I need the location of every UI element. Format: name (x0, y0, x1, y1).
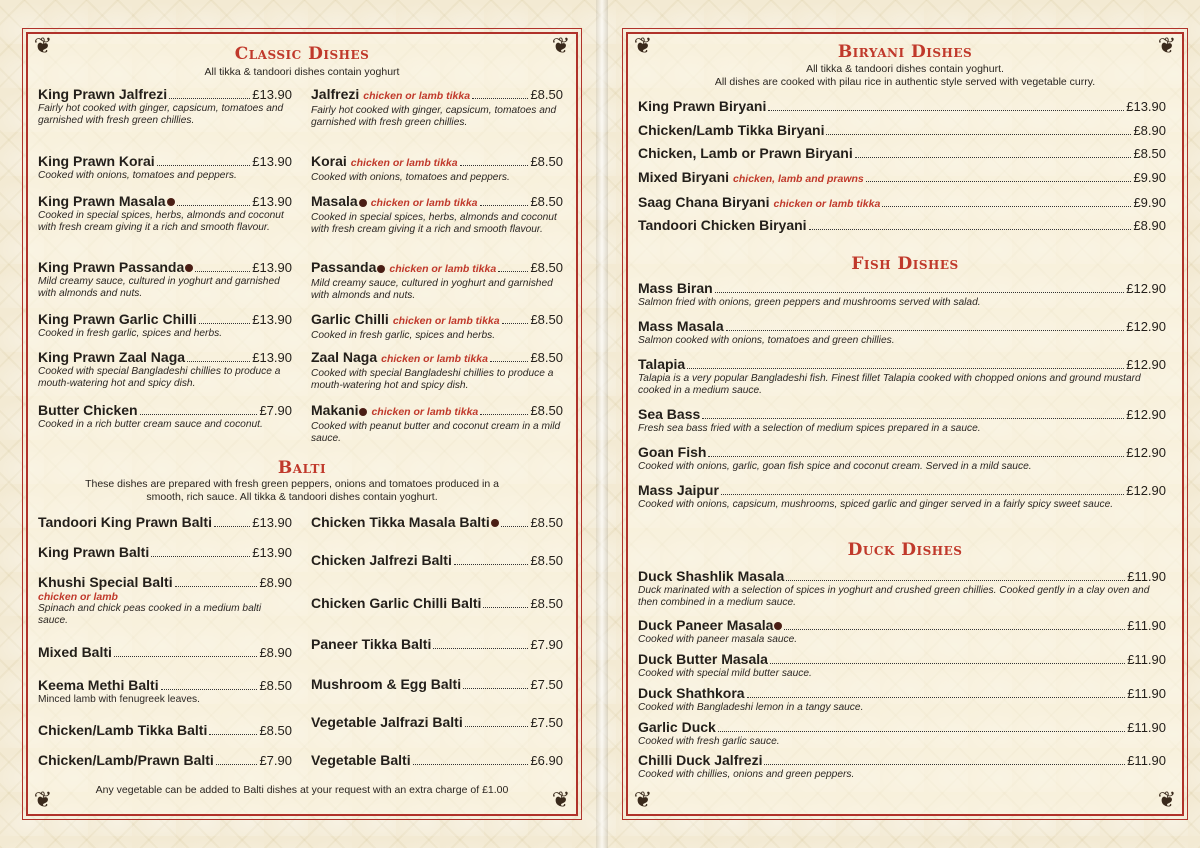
dish-name: Duck Shathkora (638, 685, 745, 701)
dish-price: £8.50 (530, 553, 563, 568)
dish-description: Cooked in a rich butter cream sauce and coconut. (38, 419, 263, 430)
leader-dots (140, 413, 258, 415)
chilli-icon (377, 265, 385, 273)
dish-price: £8.50 (530, 194, 563, 209)
menu-item-sea-bass (638, 406, 1166, 435)
menu-item-name-line (638, 280, 1166, 297)
chilli-icon (774, 622, 782, 630)
menu-item-king-prawn-jalfrezi (38, 86, 292, 127)
dish-description: Duck marinated with a selection of spices in yoghurt and crushed green chillies. Cooked gently in a clay oven and then combined in a medium sauce. (638, 585, 1150, 608)
dish-description: Mild creamy sauce, cultured in yoghurt and garnished with almonds and nuts. (311, 278, 553, 301)
dish-price: £13.90 (252, 260, 292, 275)
dish-name: Vegetable Balti (311, 752, 411, 768)
menu-item-name-line (638, 444, 1166, 461)
dish-price: £13.90 (252, 154, 292, 169)
menu-item-chicken-lamb-tikka-balti (38, 722, 292, 739)
menu-item-king-prawn-korai (38, 153, 292, 182)
dish-description: Cooked with onions, capsicum, mushrooms, spiced garlic and ginger served in a fairly spicy sweet sauce. (638, 499, 1114, 510)
balti-note (48, 478, 536, 504)
dish-price: £8.50 (530, 87, 563, 102)
dish-name: Chicken Garlic Chilli Balti (311, 595, 482, 611)
menu-item-talapia (638, 356, 1166, 397)
dish-price: £6.90 (530, 753, 563, 768)
dish-name: King Prawn Korai (38, 153, 155, 169)
dish-description: Salmon cooked with onions, tomatoes and green chillies. (638, 335, 895, 346)
dish-name: Mixed Balti (38, 644, 112, 660)
dish-price: £8.90 (1133, 123, 1166, 138)
dish-price: £13.90 (252, 515, 292, 530)
dish-description: Mild creamy sauce, cultured in yoghurt and garnished with almonds and nuts. (38, 276, 280, 299)
corner-ornament-icon: ❦ (1157, 34, 1177, 59)
dish-description: Spinach and chick peas cooked in a medium balti sauce. (38, 603, 262, 626)
menu-item-name-line (638, 568, 1166, 585)
dish-price: £11.90 (1127, 618, 1166, 633)
menu-item-king-prawn-masala (38, 193, 292, 234)
chilli-icon (167, 198, 175, 206)
leader-dots (786, 579, 1125, 581)
dish-price: £9.90 (1133, 195, 1166, 210)
dish-price: £12.90 (1126, 281, 1166, 296)
dish-name: Chicken/Lamb Tikka Balti (38, 722, 208, 738)
dish-description: Cooked with onions, tomatoes and peppers. (38, 170, 237, 181)
leader-dots (460, 164, 529, 166)
dish-description: Cooked with paneer masala sauce. (638, 634, 798, 645)
menu-item-garlic-duck (638, 719, 1166, 748)
menu-item-garlic-chilli (311, 311, 563, 342)
dish-price: £8.50 (259, 723, 292, 738)
menu-item-name-line (38, 544, 292, 561)
dish-name: King Prawn Masala (38, 193, 166, 209)
menu-item-chicken-lamb-tikka-biryani (638, 122, 1166, 139)
dish-name: Zaal Naga (311, 349, 378, 365)
dish-name: Duck Paneer Masala (638, 617, 774, 633)
dish-price: £8.50 (530, 312, 563, 327)
leader-dots (114, 655, 258, 657)
leader-dots (454, 563, 529, 565)
menu-item-name-line (638, 194, 1166, 213)
menu-item-king-prawn-zaal-naga (38, 349, 292, 390)
menu-item-jalfrezi (311, 86, 563, 129)
leader-dots (718, 730, 1125, 732)
dish-option: chicken or lamb tikka (350, 157, 458, 169)
dish-price: £7.50 (530, 677, 563, 692)
dish-option: chicken or lamb tikka (370, 197, 478, 209)
dish-name: Tandoori King Prawn Balti (38, 514, 212, 530)
menu-item-duck-shathkora (638, 685, 1166, 714)
leader-dots (809, 228, 1132, 230)
corner-ornament-icon: ❦ (33, 34, 53, 59)
menu-item-tandoori-chicken-biryani (638, 217, 1166, 234)
menu-item-name-line (38, 677, 292, 694)
dish-description: Talapia is a very popular Bangladeshi fish. Finest fillet Talapia cooked with chopped onions and ground mustard cooked in a medium sauce. (638, 373, 1141, 396)
dish-name: Chicken, Lamb or Prawn Biryani (638, 145, 853, 161)
dish-name: Masala (311, 193, 358, 209)
dish-price: £13.90 (252, 545, 292, 560)
leader-dots (687, 367, 1124, 369)
leader-dots (882, 205, 1131, 207)
dish-name: King Prawn Zaal Naga (38, 349, 186, 365)
dish-description: Cooked with onions, tomatoes and peppers. (311, 172, 510, 183)
dish-name: Saag Chana Biryani (638, 194, 770, 210)
dish-name: Duck Butter Masala (638, 651, 768, 667)
corner-ornament-icon: ❦ (633, 34, 653, 59)
leader-dots (480, 204, 529, 206)
dish-name: Goan Fish (638, 444, 707, 460)
menu-item-name-line (311, 153, 563, 172)
menu-item-vegetable-jalfrazi-balti (311, 714, 563, 731)
menu-item-duck-butter-masala (638, 651, 1166, 680)
dish-price: £7.90 (530, 637, 563, 652)
leader-dots (151, 555, 250, 557)
dish-option: chicken or lamb tikka (773, 198, 881, 210)
dish-name: King Prawn Garlic Chilli (38, 311, 197, 327)
dish-name: Mixed Biryani (638, 169, 730, 185)
menu-item-name-line (311, 595, 563, 612)
dish-description: Cooked in fresh garlic, spices and herbs. (38, 328, 223, 339)
leader-dots (177, 204, 251, 206)
menu-item-name-line (38, 86, 292, 103)
corner-ornament-icon: ❦ (1157, 788, 1177, 813)
leader-dots (161, 688, 258, 690)
duck-title: Duck Dishes (847, 540, 963, 560)
dish-name: Chicken/Lamb Tikka Biryani (638, 122, 825, 138)
menu-item-name-line (38, 752, 292, 769)
menu-item-name-line (638, 617, 1166, 634)
dish-price: £8.50 (530, 350, 563, 365)
dish-price: £11.90 (1127, 652, 1166, 667)
dish-price: £13.90 (252, 350, 292, 365)
leader-dots (209, 733, 257, 735)
menu-item-name-line (38, 574, 292, 591)
dish-option: chicken or lamb tikka (371, 406, 479, 418)
menu-item-name-line (311, 636, 563, 653)
menu-item-mass-masala (638, 318, 1166, 347)
dish-price: £11.90 (1127, 720, 1166, 735)
dish-price: £9.90 (1133, 170, 1166, 185)
biryani-note-line1: All tikka & tandoori dishes contain yoghurt. (806, 63, 1004, 75)
menu-item-name-line (38, 402, 292, 419)
menu-item-name-line (638, 482, 1166, 499)
dish-option: chicken or lamb tikka (381, 353, 488, 365)
dish-price: £13.90 (252, 312, 292, 327)
menu-item-name-line (638, 685, 1166, 702)
menu-item-passanda (311, 259, 563, 302)
dish-name: Tandoori Chicken Biryani (638, 217, 807, 233)
fish-title: Fish Dishes (851, 254, 959, 274)
menu-item-chicken-garlic-chilli-balti (311, 595, 563, 612)
menu-item-name-line (638, 318, 1166, 335)
dish-name: Garlic Chilli (311, 311, 389, 327)
dish-sub-option: chicken or lamb (38, 591, 118, 603)
dish-price: £12.90 (1126, 357, 1166, 372)
menu-item-name-line (38, 153, 292, 170)
menu-item-mixed-balti (38, 644, 292, 661)
corner-ornament-icon: ❦ (33, 788, 53, 813)
dish-price: £8.50 (530, 154, 563, 169)
menu-item-chicken-jalfrezi-balti (311, 552, 563, 569)
leader-dots (715, 291, 1125, 293)
corner-ornament-icon: ❦ (551, 788, 571, 813)
dish-name: Khushi Special Balti (38, 574, 173, 590)
dish-price: £8.90 (259, 645, 292, 660)
leader-dots (826, 133, 1131, 135)
leader-dots (708, 455, 1124, 457)
dish-description: Cooked with chillies, onions and green peppers. (638, 769, 855, 780)
leader-dots (855, 156, 1132, 158)
dish-price: £8.50 (1133, 146, 1166, 161)
menu-item-name-line (38, 193, 292, 210)
dish-price: £8.50 (259, 678, 292, 693)
dish-name: Jalfrezi (311, 86, 360, 102)
leader-dots (490, 360, 529, 362)
dish-name: Chicken Tikka Masala Balti (311, 514, 490, 530)
menu-item-name-line (311, 311, 563, 330)
chilli-icon (359, 408, 367, 416)
menu-item-name-line (38, 644, 292, 661)
menu-item-name-line (311, 259, 563, 278)
dish-name: Butter Chicken (38, 402, 138, 418)
menu-item-tandoori-king-prawn-balti (38, 514, 292, 531)
dish-price: £8.50 (530, 596, 563, 611)
dish-price: £12.90 (1126, 319, 1166, 334)
dish-name: Chicken Jalfrezi Balti (311, 552, 452, 568)
menu-item-name-line (38, 349, 292, 366)
leader-dots (187, 360, 250, 362)
dish-price: £8.90 (1133, 218, 1166, 233)
dish-price: £8.50 (530, 403, 563, 418)
menu-item-mixed-biryani (638, 169, 1166, 188)
leader-dots (747, 696, 1126, 698)
leader-dots (199, 322, 251, 324)
menu-item-name-line (638, 651, 1166, 668)
menu-item-king-prawn-biryani (638, 98, 1166, 115)
dish-price: £12.90 (1126, 407, 1166, 422)
dish-option: chicken or lamb tikka (389, 263, 497, 275)
menu-item-name-line (311, 193, 563, 212)
menu-item-name-line (638, 752, 1166, 769)
biryani-note (628, 63, 1182, 89)
dish-description: Salmon fried with onions, green peppers and mushrooms served with salad. (638, 297, 981, 308)
menu-item-name-line (638, 719, 1166, 736)
balti-footer-note: Any vegetable can be added to Balti dishes at your request with an extra charge of £1.00 (95, 784, 509, 796)
leader-dots (721, 493, 1124, 495)
menu-item-name-line (638, 217, 1166, 234)
dish-description: Cooked in special spices, herbs, almonds and coconut with fresh cream giving it a rich and smooth flavour. (38, 210, 284, 233)
menu-item-mass-jaipur (638, 482, 1166, 511)
leader-dots (463, 687, 528, 689)
leader-dots (726, 329, 1125, 331)
balti-note-line2: smooth, rich sauce. All tikka & tandoori dishes contain yoghurt. (146, 491, 438, 503)
leader-dots (175, 585, 258, 587)
leader-dots (169, 97, 250, 99)
dish-description: Cooked in special spices, herbs, almonds and coconut with fresh cream giving it a rich and smooth flavour. (311, 212, 557, 235)
dish-name: Keema Methi Balti (38, 677, 159, 693)
chilli-icon (491, 519, 499, 527)
menu-item-chicken-lamb-prawn-balti (38, 752, 292, 769)
leader-dots (480, 413, 528, 415)
menu-item-chicken-lamb-or-prawn-biryani (638, 145, 1166, 162)
leader-dots (764, 763, 1125, 765)
corner-ornament-icon: ❦ (551, 34, 571, 59)
dish-description: Cooked with onions, garlic, goan fish spice and coconut cream. Served in a mild sauce. (638, 461, 1032, 472)
dish-price: £8.90 (259, 575, 292, 590)
dish-name: Chicken/Lamb/Prawn Balti (38, 752, 214, 768)
menu-item-name-line (311, 402, 563, 421)
classic-dishes-note: All tikka & tandoori dishes contain yoghurt (204, 66, 400, 78)
menu-item-name-line (38, 722, 292, 739)
menu-item-chicken-tikka-masala-balti (311, 514, 563, 531)
menu-item-mushroom-egg-balti (311, 676, 563, 693)
dish-option: chicken or lamb tikka (392, 315, 500, 327)
dish-description: Fresh sea bass fried with a selection of medium spices prepared in a sauce. (638, 423, 981, 434)
dish-name: Talapia (638, 356, 686, 372)
menu-item-zaal-naga (311, 349, 563, 392)
leader-dots (501, 525, 529, 527)
menu-item-king-prawn-passanda (38, 259, 292, 300)
dish-price: £11.90 (1127, 753, 1166, 768)
menu-item-name-line (311, 676, 563, 693)
dish-price: £13.90 (252, 194, 292, 209)
dish-description: Cooked in fresh garlic, spices and herbs. (311, 330, 496, 341)
leader-dots (195, 270, 250, 272)
dish-option: chicken or lamb tikka (363, 90, 471, 102)
menu-item-name-line (638, 122, 1166, 139)
biryani-title: Biryani Dishes (837, 42, 973, 62)
menu-item-name-line (38, 311, 292, 328)
left-page-panel (26, 32, 578, 816)
dish-description: Fairly hot cooked with ginger, capsicum, tomatoes and garnished with fresh green chillies. (38, 103, 284, 126)
dish-name: Mushroom & Egg Balti (311, 676, 462, 692)
leader-dots (502, 322, 529, 324)
dish-name: Mass Jaipur (638, 482, 719, 498)
leader-dots (157, 164, 251, 166)
dish-name: Garlic Duck (638, 719, 716, 735)
corner-ornament-icon: ❦ (633, 788, 653, 813)
leader-dots (866, 180, 1132, 182)
menu-item-name-line (638, 406, 1166, 423)
dish-price: £11.90 (1127, 686, 1166, 701)
dish-description: Fairly hot cooked with ginger, capsicum, tomatoes and garnished with fresh green chillies. (311, 105, 557, 128)
balti-title: Balti (277, 458, 327, 478)
dish-name: King Prawn Biryani (638, 98, 767, 114)
dish-price: £11.90 (1127, 569, 1166, 584)
menu-item-mass-biran (638, 280, 1166, 309)
menu-item-name-line (311, 552, 563, 569)
balti-note-line1: These dishes are prepared with fresh green peppers, onions and tomatoes produced in a (85, 478, 499, 490)
dish-name: Paneer Tikka Balti (311, 636, 432, 652)
menu-item-chilli-duck-jalfrezi (638, 752, 1166, 781)
menu-item-makani (311, 402, 563, 445)
dish-description: Cooked with special Bangladeshi chillies to produce a mouth-watering hot and spicy dish. (38, 366, 281, 389)
dish-name: Mass Biran (638, 280, 713, 296)
dish-description: Cooked with fresh garlic sauce. (638, 736, 780, 747)
dish-description: Minced lamb with fenugreek leaves. (38, 694, 200, 705)
dish-description: Cooked with special Bangladeshi chillies to produce a mouth-watering hot and spicy dish. (311, 368, 554, 391)
menu-item-name-line (638, 356, 1166, 373)
menu-item-name-line (311, 714, 563, 731)
biryani-note-line2: All dishes are cooked with pilau rice in authentic style served with vegetable curry. (714, 76, 1096, 88)
menu-item-goan-fish (638, 444, 1166, 473)
menu-item-king-prawn-garlic-chilli (38, 311, 292, 340)
dish-price: £7.50 (530, 715, 563, 730)
menu-item-name-line (638, 169, 1166, 188)
menu-item-name-line (311, 86, 563, 105)
dish-name: Mass Masala (638, 318, 724, 334)
leader-dots (465, 725, 529, 727)
dish-description: Cooked with special mild butter sauce. (638, 668, 812, 679)
menu-item-khushi-special-balti (38, 574, 292, 627)
dish-name: Chilli Duck Jalfrezi (638, 752, 763, 768)
menu-item-duck-paneer-masala (638, 617, 1166, 646)
menu-item-butter-chicken (38, 402, 292, 431)
menu-item-name-line (38, 259, 292, 276)
menu-item-name-line (638, 98, 1166, 115)
leader-dots (770, 662, 1125, 664)
menu-item-name-line (311, 752, 563, 769)
dish-name: Passanda (311, 259, 377, 275)
dish-price: £13.90 (1126, 99, 1166, 114)
dish-name: Makani (311, 402, 359, 418)
dish-price: £8.50 (530, 515, 563, 530)
dish-description: Cooked with Bangladeshi lemon in a tangy sauce. (638, 702, 864, 713)
dish-price: £8.50 (530, 260, 563, 275)
menu-item-name-line (311, 349, 563, 368)
dish-price: £12.90 (1126, 445, 1166, 460)
dish-price: £7.90 (259, 403, 292, 418)
menu-item-saag-chana-biryani (638, 194, 1166, 213)
dish-name: Duck Shashlik Masala (638, 568, 785, 584)
dish-name: Vegetable Jalfrazi Balti (311, 714, 463, 730)
leader-dots (498, 270, 528, 272)
dish-description: Cooked with peanut butter and coconut cream in a mild sauce. (311, 421, 561, 444)
chilli-icon (185, 264, 193, 272)
dish-name: King Prawn Balti (38, 544, 150, 560)
menu-item-masala (311, 193, 563, 236)
leader-dots (214, 525, 250, 527)
menu-item-name-line (38, 514, 292, 531)
leader-dots (702, 417, 1124, 419)
menu-item-duck-shashlik-masala (638, 568, 1166, 609)
menu-item-name-line (311, 514, 563, 531)
chilli-icon (359, 199, 367, 207)
leader-dots (483, 606, 528, 608)
leader-dots (784, 628, 1125, 630)
menu-item-paneer-tikka-balti (311, 636, 563, 653)
leader-dots (216, 763, 258, 765)
menu-item-korai (311, 153, 563, 184)
menu-item-name-line (638, 145, 1166, 162)
dish-name: Korai (311, 153, 347, 169)
leader-dots (472, 97, 528, 99)
dish-name: King Prawn Jalfrezi (38, 86, 168, 102)
page-fold (596, 0, 608, 848)
classic-dishes-title: Classic Dishes (234, 44, 370, 64)
dish-name: Sea Bass (638, 406, 701, 422)
dish-option: chicken, lamb and prawns (733, 173, 864, 185)
dish-price: £13.90 (252, 87, 292, 102)
right-page-panel (626, 32, 1184, 816)
leader-dots (433, 647, 528, 649)
menu-item-king-prawn-balti (38, 544, 292, 561)
leader-dots (413, 763, 529, 765)
dish-name: King Prawn Passanda (38, 259, 185, 275)
leader-dots (768, 109, 1124, 111)
dish-price: £12.90 (1126, 483, 1166, 498)
menu-item-vegetable-balti (311, 752, 563, 769)
menu-item-keema-methi-balti (38, 677, 292, 706)
dish-price: £7.90 (259, 753, 292, 768)
